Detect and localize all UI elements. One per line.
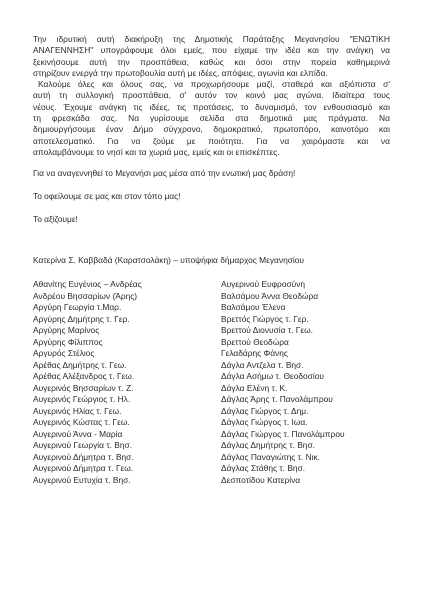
signatory-name: Δάγλας Γιώργος τ. Ιωα.	[221, 417, 308, 428]
signatory-name: Αυγερινού Δήμητρα τ. Γεω.	[33, 463, 134, 474]
signatory-name: Δάγλας Παναγιώτης τ. Νικ.	[221, 451, 320, 462]
rebirth-line: Για να αναγεννηθεί το Μεγανήσι μας μέσα από την ενωτική μας δράση!	[33, 168, 296, 179]
signatory-name: Αργύρης Μαρίνος	[33, 325, 100, 336]
signatory-name: Αργύρης Δημήτρης τ. Γερ.	[33, 313, 130, 324]
intro-line: δημιουργήσουμε έναν Δήμο σύγχρονο, δημοκρατικό, πρωτοπόρο, καινοτόμο και	[33, 124, 390, 135]
intro-line: απολαμβάνουμε το νησί και τα χωριά μας, εμείς και οι επισκέπτες.	[33, 146, 280, 157]
intro-line: ΑΝΑΓΕΝΝΗΣΗ" υπογράφουμε όλοι εμείς, που είχαμε την ιδέα και την ανάγκη να	[33, 45, 390, 56]
signatory-name: Αυγερινός Κώστας τ. Γεω.	[33, 417, 130, 428]
signatory-name: Αργύρη Γεωργία τ.Μαρ.	[33, 302, 122, 313]
signatory-name: Αθανίτης Ευγένιος – Ανδρέας	[33, 279, 142, 290]
signatory-name: Αυγερινός Ηλίας τ. Γεω.	[33, 405, 122, 416]
signatory-name: Βαλσάμου Έλενα	[221, 302, 286, 313]
intro-line: αποτελεσματικό. Για να ζούμε με ποιότητα. Για να χαιρόμαστε και να	[33, 135, 390, 146]
signatory-name: Δάγλα Ελένη τ. Κ.	[221, 382, 288, 393]
signatory-name: Δάγλα Ασήμω τ. Θεοδοσίου	[221, 371, 324, 382]
signatory-name: Δάγλα Αντζελα τ. Βησ.	[221, 359, 304, 370]
signatory-name: Βρεττός Γιώργος τ. Γερ.	[221, 313, 309, 324]
intro-line: Καλούμε όλες και όλους σας, να προχωρήσουμε μαζί, σταθερά και αξιόπιστα σ'	[38, 79, 390, 90]
intro-line: στηρίζουν ενεργά την πρωτοβουλία αυτή με ιδέες, απόψεις, αγωνία και ελπίδα.	[33, 67, 328, 78]
signatory-name: Αυγερινού Ευφροσύνη	[221, 279, 306, 290]
signatory-name: Βαλσάμου Άννα Θεοδώρα	[221, 290, 319, 301]
owe-line: Το οφείλουμε σε μας και στον τόπο μας!	[33, 191, 181, 202]
signatory-name: Γελαδάρης Φάνης	[221, 348, 288, 359]
signatory-name: Αυγερινού Άννα - Μαρία	[33, 428, 123, 439]
deserve-line: Το αξίζουμε!	[33, 214, 78, 225]
intro-line: ξεκινήσουμε αυτή την προσπάθεια, καθώς και όσοι στην πορεία καθημερινά	[33, 56, 390, 67]
signatory-name: Δάγλας Άρης τ. Πανολάμπρου	[221, 394, 333, 405]
signatory-name: Αυγερινού Γεωργία τ. Βησ.	[33, 440, 133, 451]
signatories-list	[33, 279, 390, 549]
signatory-name: Αρέθας Δημήτρης τ. Γεω.	[33, 359, 127, 370]
signatory-name: Δεσποτίδου Κατερίνα	[221, 474, 301, 485]
signatory-name: Αργυρός Στέλιος	[33, 348, 95, 359]
intro-paragraph	[33, 34, 390, 158]
signatory-name: Αυγερινός Γεώργιος τ. Ηλ.	[33, 394, 131, 405]
signatory-name: Ανδρέου Βησσαρίων (Άρης)	[33, 290, 138, 301]
signatory-name: Αυγερινού Ευτυχία τ. Βησ.	[33, 474, 131, 485]
intro-line: τη φρεσκάδα σας. Να γυρίσουμε σελίδα στα δημοτικά μας πράγματα. Να	[33, 113, 390, 124]
signatory-name: Βρεττού Διονυσία τ. Γεω.	[221, 325, 313, 336]
signatories-left-column	[33, 279, 142, 486]
signatories-right-column	[221, 279, 345, 486]
intro-line: νέους. Έχουμε ανάγκη τις ιδέες, τις προτάσεις, το δυναμισμό, τον ενθουσιασμό και	[33, 101, 390, 112]
signatory-name: Αρέθας Αλέξανδρος τ. Γεω.	[33, 371, 135, 382]
signatory-name: Δάγλας Δημήτρης τ. Βησ.	[221, 440, 315, 451]
intro-line: Την ιδρυτική αυτή διακήρυξη της Δημοτικής Παράταξης Μεγανησίου "ΕΝΩΤΙΚΗ	[33, 34, 390, 44]
intro-line: αυτή τη συλλογική προσπάθεια, σ' αυτόν τον κοινό μας αγώνα. Ιδιαίτερα τους	[33, 90, 390, 101]
signatory-name: Αυγερινός Βησσαρίων τ. Ζ.	[33, 382, 134, 393]
signatory-name: Δάγλας Στάθης τ. Βησ.	[221, 463, 306, 474]
candidate-signature-line: Κατερίνα Σ. Καββαδά (Καρατσολάκη) – υποψήφια δήμαρχος Μεγανησίου	[33, 255, 305, 266]
signatory-name: Αργύρης Φίλιππος	[33, 336, 103, 347]
signatory-name: Δάγλας Γιώργος τ. Πανολάμπρου	[221, 428, 345, 439]
signatory-name: Δάγλας Γιώργος τ. Δημ.	[221, 405, 309, 416]
signatory-name: Αυγερινού Δήμητρα τ. Βησ.	[33, 451, 134, 462]
signatory-name: Βρεττού Θεοδώρα	[221, 336, 289, 347]
